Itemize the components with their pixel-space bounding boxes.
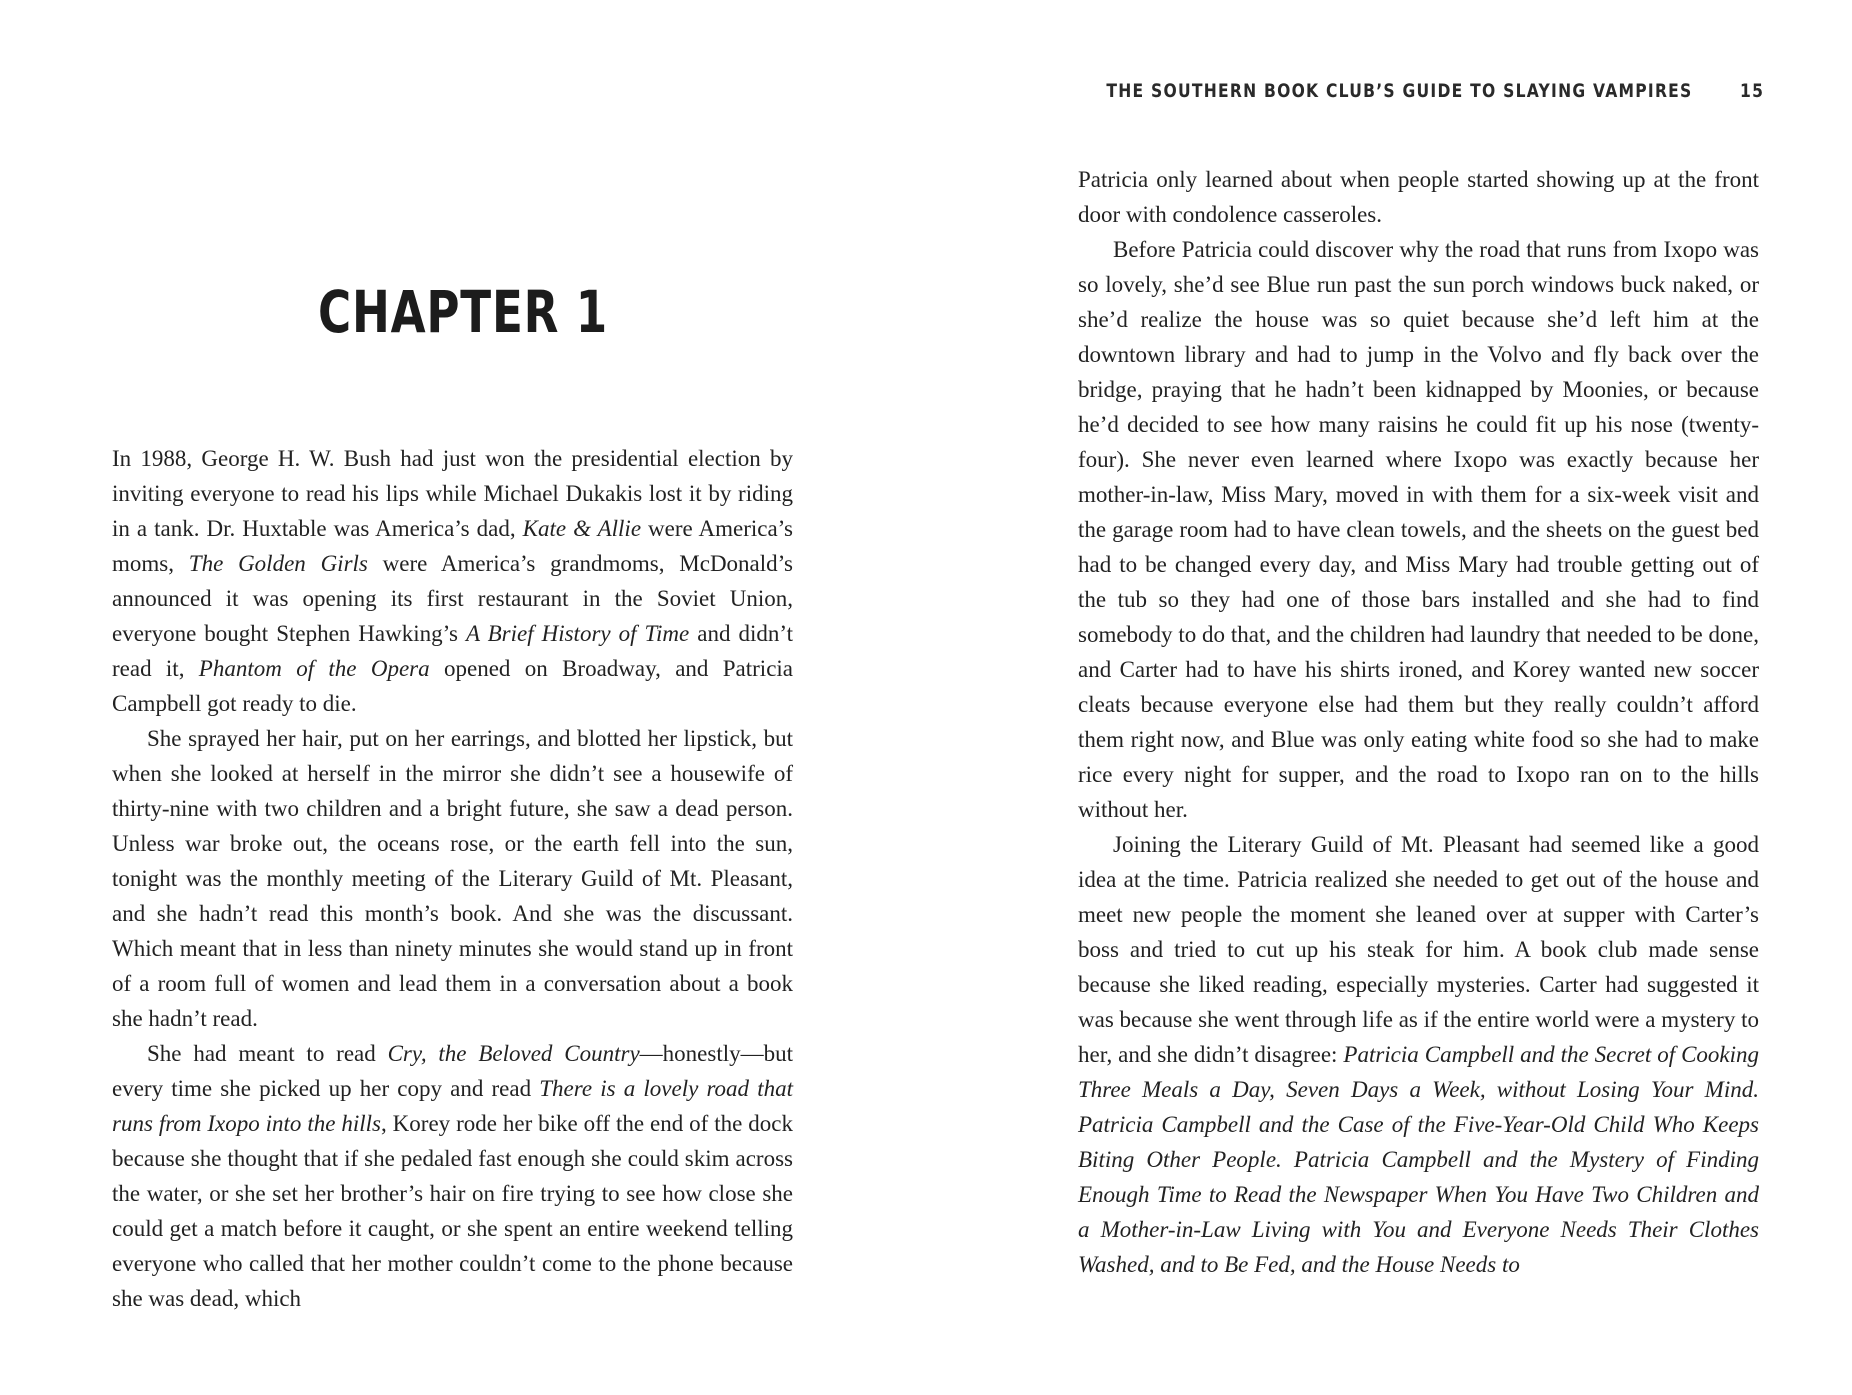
italic-title: Phantom of the Opera bbox=[198, 656, 430, 681]
left-paragraph-3 bbox=[112, 1036, 793, 1316]
text-run: , Korey rode her bike off the end of the dock because she thought that if she pedaled fast enough she could skim across the water, or she set her brother’s hair on fire trying to see how close she could get a match before it caught, or she spent an entire weekend telling everyone who called that her mother couldn’t come to the phone because she was dead, which bbox=[112, 1111, 793, 1311]
running-head-title: THE SOUTHERN BOOK CLUB’S GUIDE TO SLAYING VAMPIRES bbox=[1106, 80, 1693, 102]
right-page-body bbox=[1078, 162, 1759, 1282]
right-paragraph-3 bbox=[1078, 827, 1759, 1282]
chapter-title: CHAPTER 1 bbox=[317, 278, 609, 346]
left-paragraph-2: She sprayed her hair, put on her earrings, and blotted her lipstick, but when she looked at herself in the mirror she didn’t see a housewife of thirty-nine with two children and a bright future, she saw a dead person. Unless war broke out, the oceans rose, or the earth fell into the sun, tonight was the monthly meeting of the Literary Guild of Mt. Pleasant, and she hadn’t read this month’s book. And she was the discussant. Which meant that in less than ninety minutes she would stand up in front of a room full of women and lead them in a conversation about a book she hadn’t read. bbox=[112, 726, 793, 1031]
left-page-body bbox=[112, 441, 793, 1316]
text-run: were America’s grandmoms, McDonald’s announced it was opening its first restaurant in the Soviet Union, everyone bought Stephen Hawking’s bbox=[112, 551, 794, 646]
text-run: and didn’t read it, bbox=[112, 621, 793, 681]
italic-title: A Brief History of Time bbox=[465, 621, 690, 646]
left-paragraph-1 bbox=[112, 441, 793, 721]
right-paragraph-2: Before Patricia could discover why the road that runs from Ixopo was so lovely, she’d see Blue run past the sun porch windows buck naked, or she’d realize the house was so quiet because she’d left him at the downtown library and had to jump in the Volvo and fly back over the bridge, praying that he hadn’t been kidnapped by Moonies, or because he’d decided to see how many raisins he could fit up his nose (twenty-four). She never even learned where Ixopo was exactly because her mother-in-law, Miss Mary, moved in with them for a six-week visit and the garage room had to have clean towels, and the sheets on the guest bed had to be changed every day, and Miss Mary had trouble getting out of the tub so they had one of those bars installed and she had to find somebody to do that, and the children had laundry that needed to be done, and Carter had to have his shirts ironed, and Korey wanted new soccer cleats because everyone else had them but they really couldn’t afford them right now, and Blue was only eating white food so she had to make rice every night for supper, and the road to Ixopo ran on to the hills without her. bbox=[1078, 237, 1759, 822]
text-run: —honestly—but every time she picked up her copy and read bbox=[112, 1041, 793, 1101]
page-number: 15 bbox=[1739, 80, 1764, 102]
running-head bbox=[1106, 80, 1764, 102]
text-run: opened on Broadway, and Patricia Campbell got ready to die. bbox=[112, 656, 794, 716]
italic-quote: There is a lovely road that runs from Ixopo into the hills bbox=[112, 1076, 793, 1136]
right-paragraph-1: Patricia only learned about when people started showing up at the front door with condolence casseroles. bbox=[1078, 167, 1759, 227]
text-run: were America’s moms, bbox=[112, 516, 794, 576]
italic-title: The Golden Girls bbox=[188, 551, 368, 576]
italic-passage: Patricia Campbell and the Secret of Cooking Three Meals a Day, Seven Days a Week, without Losing Your Mind. Patricia Campbell and the Case of the Five-Year-Old Child Who Keeps Biting Other People. Patricia Campbell and the Mystery of Finding Enough Time to Read the Newspaper When You Have Two Children and a Mother-in-Law Living with You and Everyone Needs Their Clothes Washed, and to Be Fed, and the House Needs to bbox=[1078, 1042, 1760, 1277]
italic-title: Cry, the Beloved Country bbox=[387, 1041, 640, 1066]
text-run: She had meant to read bbox=[147, 1041, 388, 1066]
text-run: Joining the Literary Guild of Mt. Pleasant had seemed like a good idea at the time. Patricia realized she needed to get out of the house and meet new people the moment she leaned over at supper with Carter’s boss and tried to cut up his steak for him. A book club made sense because she liked reading, especially mysteries. Carter had suggested it was because she went through life as if the entire world were a mystery to her, and she didn’t disagree: bbox=[1078, 832, 1759, 1067]
text-run: In 1988, George H. W. Bush had just won the presidential election by inviting everyone to read his lips while Michael Dukakis lost it by riding in a tank. Dr. Huxtable was America’s dad, bbox=[112, 446, 793, 541]
italic-title: Kate & Allie bbox=[522, 516, 642, 541]
right-page bbox=[926, 0, 1852, 1395]
